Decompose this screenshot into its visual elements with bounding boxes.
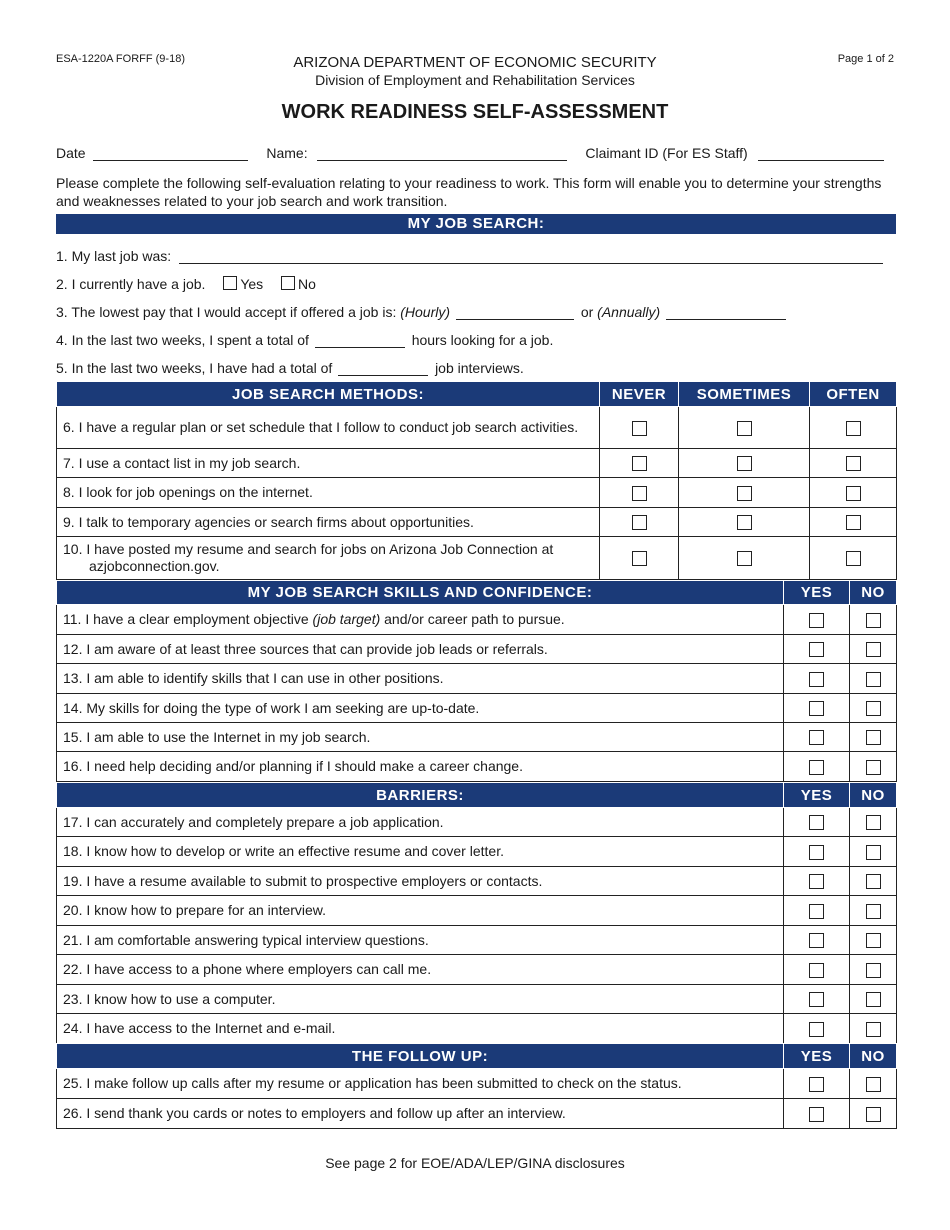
barriers-table	[56, 782, 897, 1044]
no-checkbox[interactable]	[866, 672, 881, 687]
table-row	[57, 723, 897, 752]
table-row	[57, 867, 897, 896]
job-search-banner: MY JOB SEARCH:	[56, 214, 896, 234]
question-text: 11. I have a clear employment objective (job target) and/or career path to pursue.	[57, 605, 784, 635]
sometimes-checkbox[interactable]	[737, 486, 752, 501]
q2-yes-label: Yes	[240, 276, 264, 292]
q2-no-label: No	[298, 276, 316, 292]
table-row	[57, 407, 897, 449]
sometimes-checkbox[interactable]	[737, 551, 752, 566]
name-label: Name:	[266, 145, 308, 161]
table-row	[57, 449, 897, 478]
no-checkbox[interactable]	[866, 815, 881, 830]
col-never: NEVER	[600, 382, 679, 407]
skills-confidence-table	[56, 580, 897, 782]
q4-label-b: hours looking for a job.	[411, 332, 554, 348]
no-checkbox[interactable]	[866, 1077, 881, 1092]
q5-label-a: 5. In the last two weeks, I have had a total of	[56, 360, 333, 376]
never-checkbox[interactable]	[632, 456, 647, 471]
no-checkbox[interactable]	[866, 613, 881, 628]
barriers-header: BARRIERS:	[57, 783, 784, 808]
q3-row	[56, 304, 896, 320]
col-no: NO	[850, 1044, 897, 1069]
form-title: WORK READINESS SELF-ASSESSMENT	[281, 101, 669, 123]
q3-or-label: or	[580, 304, 594, 320]
sometimes-checkbox[interactable]	[737, 421, 752, 436]
table-row	[57, 478, 897, 508]
yes-checkbox[interactable]	[809, 672, 824, 687]
yes-checkbox[interactable]	[809, 992, 824, 1007]
question-text: 23. I know how to use a computer.	[57, 985, 784, 1014]
no-checkbox[interactable]	[866, 1022, 881, 1037]
yes-checkbox[interactable]	[809, 642, 824, 657]
no-checkbox[interactable]	[866, 730, 881, 745]
never-checkbox[interactable]	[632, 551, 647, 566]
question-text: 13. I am able to identify skills that I can use in other positions.	[57, 664, 784, 694]
no-checkbox[interactable]	[866, 1107, 881, 1122]
yes-checkbox[interactable]	[809, 730, 824, 745]
question-text: 20. I know how to prepare for an interview.	[57, 896, 784, 926]
q5-label-b: job interviews.	[435, 360, 524, 376]
page-number: Page 1 of 2	[837, 53, 894, 65]
yes-checkbox[interactable]	[809, 933, 824, 948]
q1-label: 1. My last job was:	[56, 248, 172, 264]
no-checkbox[interactable]	[866, 933, 881, 948]
q1-row	[56, 248, 896, 264]
yes-checkbox[interactable]	[809, 963, 824, 978]
col-yes: YES	[784, 581, 850, 605]
job-search-methods-table	[56, 381, 897, 580]
col-sometimes: SOMETIMES	[679, 382, 810, 407]
intro-text: Please complete the following self-evaluation relating to your readiness to work. This form will enable you to determine your strengths and weaknesses related to your job search and work transition.	[56, 175, 882, 209]
q3-label: 3. The lowest pay that I would accept if offered a job is:	[56, 304, 397, 320]
hours-searching-field[interactable]	[315, 332, 405, 348]
interviews-count-field[interactable]	[338, 360, 428, 376]
hourly-pay-field[interactable]	[456, 304, 574, 320]
q2-row	[56, 276, 896, 292]
never-checkbox[interactable]	[632, 421, 647, 436]
table-row	[57, 508, 897, 537]
question-text: 8. I look for job openings on the internet.	[63, 484, 313, 500]
question-text: 19. I have a resume available to submit to prospective employers or contacts.	[57, 867, 784, 896]
question-text: 12. I am aware of at least three sources that can provide job leads or referrals.	[57, 635, 784, 664]
q3-annually-label: (Annually)	[597, 304, 661, 320]
table-row	[57, 1069, 897, 1099]
yes-checkbox[interactable]	[809, 760, 824, 775]
question-text: 6. I have a regular plan or set schedule that I follow to conduct job search activities.	[63, 419, 579, 435]
table-row	[57, 955, 897, 985]
last-job-field[interactable]	[179, 248, 883, 264]
question-text: 15. I am able to use the Internet in my job search.	[57, 723, 784, 752]
date-field[interactable]	[93, 145, 248, 161]
question-text: 17. I can accurately and completely prepare a job application.	[57, 808, 784, 837]
question-text: 10. I have posted my resume and search for jobs on Arizona Job Connection at azjobconnection.gov.	[63, 541, 554, 574]
follow-up-header: THE FOLLOW UP:	[57, 1044, 784, 1069]
often-checkbox[interactable]	[846, 421, 861, 436]
no-checkbox[interactable]	[866, 963, 881, 978]
form-id: ESA-1220A FORFF (9-18)	[56, 53, 185, 65]
no-checkbox[interactable]	[866, 845, 881, 860]
claimant-label: Claimant ID (For ES Staff)	[585, 145, 748, 161]
col-no: NO	[850, 783, 897, 808]
table-row	[57, 1014, 897, 1044]
table-row	[57, 664, 897, 694]
yes-checkbox[interactable]	[809, 613, 824, 628]
question-text: 14. My skills for doing the type of work I am seeking are up-to-date.	[57, 694, 784, 723]
question-text: 22. I have access to a phone where employers can call me.	[57, 955, 784, 985]
table-row	[57, 635, 897, 664]
col-yes: YES	[784, 783, 850, 808]
agency-name: ARIZONA DEPARTMENT OF ECONOMIC SECURITY	[293, 54, 657, 71]
follow-up-table	[56, 1043, 897, 1129]
date-label: Date	[56, 145, 86, 161]
yes-checkbox[interactable]	[809, 904, 824, 919]
often-checkbox[interactable]	[846, 551, 861, 566]
no-checkbox[interactable]	[866, 760, 881, 775]
no-checkbox[interactable]	[866, 874, 881, 889]
question-text: 26. I send thank you cards or notes to employers and follow up after an interview.	[57, 1099, 784, 1129]
sometimes-checkbox[interactable]	[737, 515, 752, 530]
q2-label: 2. I currently have a job.	[56, 276, 206, 292]
division-name: Division of Employment and Rehabilitation Services	[315, 72, 635, 88]
table-row	[57, 808, 897, 837]
often-checkbox[interactable]	[846, 486, 861, 501]
question-text: 9. I talk to temporary agencies or search firms about opportunities.	[63, 513, 474, 530]
question-text: 21. I am comfortable answering typical interview questions.	[57, 926, 784, 955]
table-row	[57, 1099, 897, 1129]
col-yes: YES	[784, 1044, 850, 1069]
footer-note: See page 2 for EOE/ADA/LEP/GINA disclosures	[325, 1155, 625, 1171]
skills-header: MY JOB SEARCH SKILLS AND CONFIDENCE:	[57, 581, 784, 605]
yes-checkbox[interactable]	[809, 1107, 824, 1122]
yes-checkbox[interactable]	[809, 1077, 824, 1092]
q4-row	[56, 332, 896, 348]
yes-checkbox[interactable]	[809, 701, 824, 716]
never-checkbox[interactable]	[632, 515, 647, 530]
yes-checkbox[interactable]	[809, 1022, 824, 1037]
yes-checkbox[interactable]	[809, 815, 824, 830]
table-row	[57, 537, 897, 580]
q4-label-a: 4. In the last two weeks, I spent a total of	[56, 332, 309, 348]
sometimes-checkbox[interactable]	[737, 456, 752, 471]
question-text: 25. I make follow up calls after my resume or application has been submitted to check on the status.	[57, 1069, 784, 1099]
methods-header: JOB SEARCH METHODS:	[57, 382, 600, 407]
table-row	[57, 752, 897, 782]
no-checkbox[interactable]	[866, 992, 881, 1007]
table-row	[57, 694, 897, 723]
have-job-no-checkbox[interactable]	[281, 276, 295, 290]
question-text: 16. I need help deciding and/or planning if I should make a career change.	[57, 752, 784, 782]
claimant-id-field[interactable]	[758, 145, 884, 161]
table-row	[57, 985, 897, 1014]
col-no: NO	[850, 581, 897, 605]
often-checkbox[interactable]	[846, 515, 861, 530]
have-job-yes-checkbox[interactable]	[223, 276, 237, 290]
table-row	[57, 896, 897, 926]
question-text: 18. I know how to develop or write an effective resume and cover letter.	[57, 837, 784, 867]
yes-checkbox[interactable]	[809, 845, 824, 860]
never-checkbox[interactable]	[632, 486, 647, 501]
table-row	[57, 605, 897, 635]
annual-pay-field[interactable]	[666, 304, 786, 320]
table-row	[57, 926, 897, 955]
name-field[interactable]	[317, 145, 567, 161]
no-checkbox[interactable]	[866, 642, 881, 657]
no-checkbox[interactable]	[866, 701, 881, 716]
no-checkbox[interactable]	[866, 904, 881, 919]
question-text: 7. I use a contact list in my job search.	[63, 454, 301, 471]
q5-row	[56, 360, 896, 376]
identity-row	[56, 145, 896, 161]
question-text: 24. I have access to the Internet and e-mail.	[57, 1014, 784, 1044]
yes-checkbox[interactable]	[809, 874, 824, 889]
often-checkbox[interactable]	[846, 456, 861, 471]
table-row	[57, 837, 897, 867]
q3-hourly-label: (Hourly)	[400, 304, 451, 320]
col-often: OFTEN	[810, 382, 897, 407]
